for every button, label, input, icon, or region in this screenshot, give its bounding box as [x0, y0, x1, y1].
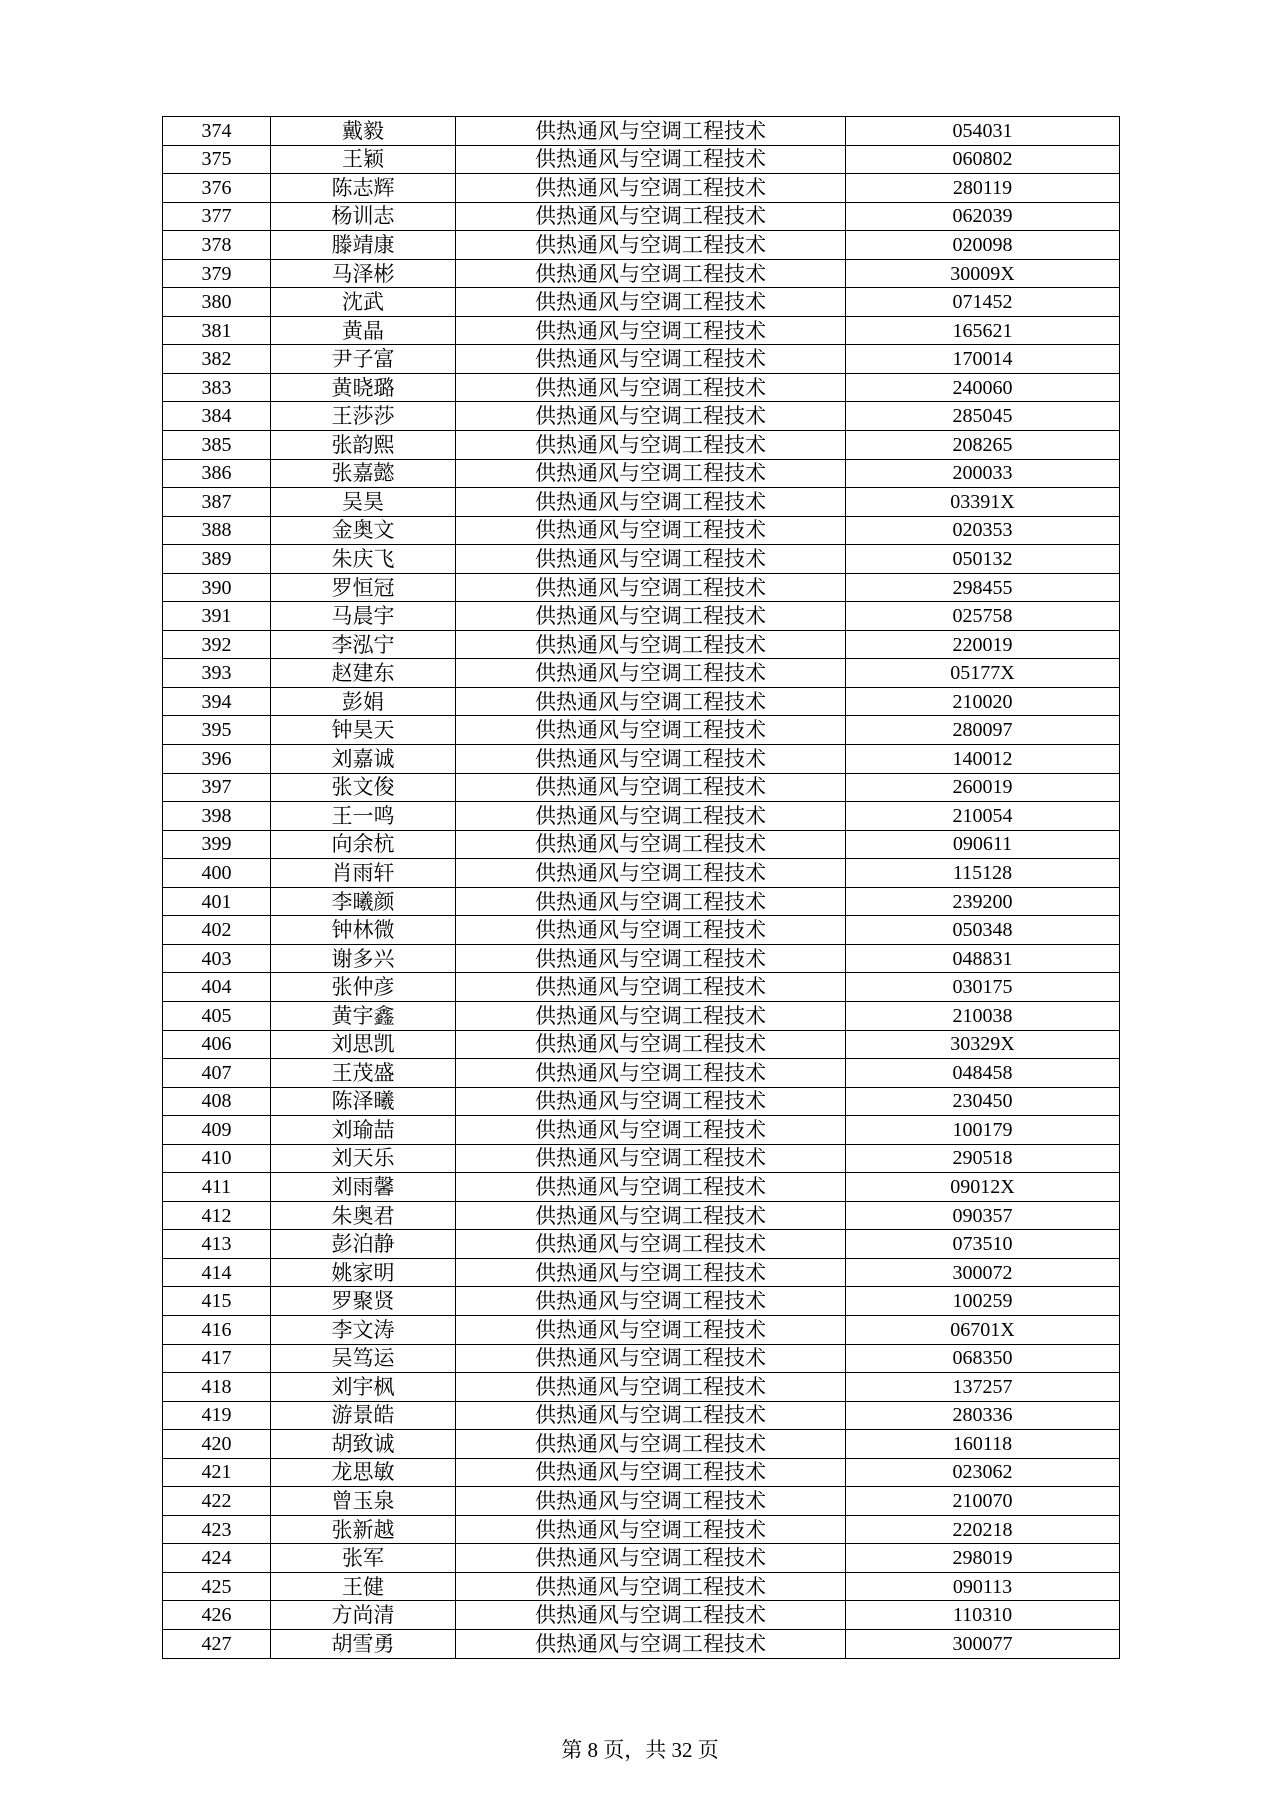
student-name-cell: 钟林微 — [271, 916, 456, 945]
major-cell: 供热通风与空调工程技术 — [456, 1515, 846, 1544]
major-cell: 供热通风与空调工程技术 — [456, 1173, 846, 1202]
id-suffix-cell: 090611 — [846, 830, 1120, 859]
id-suffix-cell: 071452 — [846, 288, 1120, 317]
major-cell: 供热通风与空调工程技术 — [456, 630, 846, 659]
id-suffix-cell: 240060 — [846, 373, 1120, 402]
id-suffix-cell: 110310 — [846, 1601, 1120, 1630]
student-name-cell: 王一鸣 — [271, 802, 456, 831]
table-row — [163, 288, 1120, 317]
student-name-cell: 吴笃运 — [271, 1344, 456, 1373]
table-row — [163, 802, 1120, 831]
table-row — [163, 117, 1120, 146]
row-number-cell: 386 — [163, 459, 271, 488]
id-suffix-cell: 100259 — [846, 1287, 1120, 1316]
table-row — [163, 345, 1120, 374]
student-name-cell: 罗恒冠 — [271, 573, 456, 602]
student-name-cell: 肖雨轩 — [271, 859, 456, 888]
table-row — [163, 516, 1120, 545]
major-cell: 供热通风与空调工程技术 — [456, 1601, 846, 1630]
major-cell: 供热通风与空调工程技术 — [456, 745, 846, 774]
id-suffix-cell: 020353 — [846, 516, 1120, 545]
id-suffix-cell: 239200 — [846, 887, 1120, 916]
id-suffix-cell: 260019 — [846, 773, 1120, 802]
student-list-table — [162, 116, 1120, 1659]
row-number-cell: 423 — [163, 1515, 271, 1544]
student-name-cell: 李文涛 — [271, 1315, 456, 1344]
row-number-cell: 383 — [163, 373, 271, 402]
row-number-cell: 382 — [163, 345, 271, 374]
row-number-cell: 380 — [163, 288, 271, 317]
student-name-cell: 刘嘉诚 — [271, 745, 456, 774]
table-row — [163, 973, 1120, 1002]
major-cell: 供热通风与空调工程技术 — [456, 1401, 846, 1430]
id-suffix-cell: 060802 — [846, 145, 1120, 174]
table-row — [163, 1430, 1120, 1459]
table-row — [163, 1515, 1120, 1544]
table-row — [163, 716, 1120, 745]
major-cell: 供热通风与空调工程技术 — [456, 1544, 846, 1573]
major-cell: 供热通风与空调工程技术 — [456, 1629, 846, 1658]
row-number-cell: 405 — [163, 1001, 271, 1030]
id-suffix-cell: 298019 — [846, 1544, 1120, 1573]
id-suffix-cell: 020098 — [846, 231, 1120, 260]
major-cell: 供热通风与空调工程技术 — [456, 1201, 846, 1230]
table-row — [163, 1487, 1120, 1516]
student-name-cell: 张韵熙 — [271, 431, 456, 460]
student-name-cell: 王莎莎 — [271, 402, 456, 431]
major-cell: 供热通风与空调工程技术 — [456, 716, 846, 745]
row-number-cell: 374 — [163, 117, 271, 146]
row-number-cell: 416 — [163, 1315, 271, 1344]
table-row — [163, 1458, 1120, 1487]
major-cell: 供热通风与空调工程技术 — [456, 573, 846, 602]
major-cell: 供热通风与空调工程技术 — [456, 1315, 846, 1344]
row-number-cell: 411 — [163, 1173, 271, 1202]
table-row — [163, 1344, 1120, 1373]
major-cell: 供热通风与空调工程技术 — [456, 859, 846, 888]
id-suffix-cell: 073510 — [846, 1230, 1120, 1259]
student-name-cell: 张军 — [271, 1544, 456, 1573]
id-suffix-cell: 210020 — [846, 687, 1120, 716]
major-cell: 供热通风与空调工程技术 — [456, 887, 846, 916]
table-row — [163, 602, 1120, 631]
id-suffix-cell: 050132 — [846, 545, 1120, 574]
student-name-cell: 刘思凯 — [271, 1030, 456, 1059]
id-suffix-cell: 280097 — [846, 716, 1120, 745]
table-row — [163, 145, 1120, 174]
student-name-cell: 刘雨馨 — [271, 1173, 456, 1202]
id-suffix-cell: 200033 — [846, 459, 1120, 488]
id-suffix-cell: 300077 — [846, 1629, 1120, 1658]
major-cell: 供热通风与空调工程技术 — [456, 602, 846, 631]
row-number-cell: 410 — [163, 1144, 271, 1173]
major-cell: 供热通风与空调工程技术 — [456, 1258, 846, 1287]
row-number-cell: 397 — [163, 773, 271, 802]
id-suffix-cell: 285045 — [846, 402, 1120, 431]
id-suffix-cell: 208265 — [846, 431, 1120, 460]
row-number-cell: 388 — [163, 516, 271, 545]
id-suffix-cell: 137257 — [846, 1373, 1120, 1402]
id-suffix-cell: 054031 — [846, 117, 1120, 146]
id-suffix-cell: 280119 — [846, 174, 1120, 203]
major-cell: 供热通风与空调工程技术 — [456, 431, 846, 460]
major-cell: 供热通风与空调工程技术 — [456, 773, 846, 802]
student-name-cell: 马泽彬 — [271, 259, 456, 288]
table-row — [163, 402, 1120, 431]
table-row — [163, 202, 1120, 231]
student-name-cell: 陈泽曦 — [271, 1087, 456, 1116]
row-number-cell: 385 — [163, 431, 271, 460]
row-number-cell: 387 — [163, 488, 271, 517]
row-number-cell: 404 — [163, 973, 271, 1002]
table-row — [163, 174, 1120, 203]
table-row — [163, 373, 1120, 402]
row-number-cell: 417 — [163, 1344, 271, 1373]
major-cell: 供热通风与空调工程技术 — [456, 1116, 846, 1145]
id-suffix-cell: 230450 — [846, 1087, 1120, 1116]
id-suffix-cell: 023062 — [846, 1458, 1120, 1487]
student-name-cell: 陈志辉 — [271, 174, 456, 203]
table-row — [163, 687, 1120, 716]
student-name-cell: 黄宇鑫 — [271, 1001, 456, 1030]
student-name-cell: 赵建东 — [271, 659, 456, 688]
table-row — [163, 1059, 1120, 1088]
row-number-cell: 419 — [163, 1401, 271, 1430]
student-name-cell: 李泓宁 — [271, 630, 456, 659]
table-row — [163, 1087, 1120, 1116]
row-number-cell: 409 — [163, 1116, 271, 1145]
row-number-cell: 379 — [163, 259, 271, 288]
major-cell: 供热通风与空调工程技术 — [456, 1001, 846, 1030]
table-row — [163, 231, 1120, 260]
row-number-cell: 395 — [163, 716, 271, 745]
table-row — [163, 630, 1120, 659]
student-name-cell: 刘宇枫 — [271, 1373, 456, 1402]
table-row — [163, 916, 1120, 945]
table-row — [163, 1315, 1120, 1344]
row-number-cell: 377 — [163, 202, 271, 231]
table-row — [163, 1030, 1120, 1059]
major-cell: 供热通风与空调工程技术 — [456, 545, 846, 574]
table-row — [163, 1401, 1120, 1430]
student-name-cell: 张新越 — [271, 1515, 456, 1544]
row-number-cell: 413 — [163, 1230, 271, 1259]
row-number-cell: 427 — [163, 1629, 271, 1658]
student-name-cell: 游景皓 — [271, 1401, 456, 1430]
student-name-cell: 马晨宇 — [271, 602, 456, 631]
student-name-cell: 沈武 — [271, 288, 456, 317]
student-name-cell: 黄晶 — [271, 316, 456, 345]
row-number-cell: 381 — [163, 316, 271, 345]
table-row — [163, 887, 1120, 916]
table-row — [163, 1144, 1120, 1173]
id-suffix-cell: 160118 — [846, 1430, 1120, 1459]
table-row — [163, 1116, 1120, 1145]
student-name-cell: 王颖 — [271, 145, 456, 174]
table-row — [163, 316, 1120, 345]
row-number-cell: 415 — [163, 1287, 271, 1316]
row-number-cell: 391 — [163, 602, 271, 631]
id-suffix-cell: 025758 — [846, 602, 1120, 631]
id-suffix-cell: 210054 — [846, 802, 1120, 831]
id-suffix-cell: 090357 — [846, 1201, 1120, 1230]
student-name-cell: 龙思敏 — [271, 1458, 456, 1487]
table-row — [163, 1001, 1120, 1030]
id-suffix-cell: 030175 — [846, 973, 1120, 1002]
table-row — [163, 573, 1120, 602]
student-name-cell: 胡雪勇 — [271, 1629, 456, 1658]
student-name-cell: 胡致诚 — [271, 1430, 456, 1459]
student-name-cell: 朱奥君 — [271, 1201, 456, 1230]
student-name-cell: 王健 — [271, 1572, 456, 1601]
id-suffix-cell: 30329X — [846, 1030, 1120, 1059]
student-name-cell: 朱庆飞 — [271, 545, 456, 574]
major-cell: 供热通风与空调工程技术 — [456, 459, 846, 488]
student-name-cell: 李曦颜 — [271, 887, 456, 916]
table-row — [163, 431, 1120, 460]
table-row — [163, 1373, 1120, 1402]
major-cell: 供热通风与空调工程技术 — [456, 288, 846, 317]
major-cell: 供热通风与空调工程技术 — [456, 1230, 846, 1259]
major-cell: 供热通风与空调工程技术 — [456, 1059, 846, 1088]
table-row — [163, 1544, 1120, 1573]
id-suffix-cell: 048458 — [846, 1059, 1120, 1088]
id-suffix-cell: 115128 — [846, 859, 1120, 888]
table-row — [163, 944, 1120, 973]
row-number-cell: 420 — [163, 1430, 271, 1459]
major-cell: 供热通风与空调工程技术 — [456, 231, 846, 260]
table-row — [163, 1258, 1120, 1287]
table-row — [163, 1601, 1120, 1630]
student-name-cell: 姚家明 — [271, 1258, 456, 1287]
id-suffix-cell: 050348 — [846, 916, 1120, 945]
student-name-cell: 彭娟 — [271, 687, 456, 716]
row-number-cell: 406 — [163, 1030, 271, 1059]
row-number-cell: 426 — [163, 1601, 271, 1630]
row-number-cell: 412 — [163, 1201, 271, 1230]
major-cell: 供热通风与空调工程技术 — [456, 1287, 846, 1316]
student-name-cell: 滕靖康 — [271, 231, 456, 260]
major-cell: 供热通风与空调工程技术 — [456, 174, 846, 203]
student-name-cell: 张嘉懿 — [271, 459, 456, 488]
table-row — [163, 545, 1120, 574]
student-name-cell: 吴昊 — [271, 488, 456, 517]
major-cell: 供热通风与空调工程技术 — [456, 944, 846, 973]
id-suffix-cell: 068350 — [846, 1344, 1120, 1373]
row-number-cell: 394 — [163, 687, 271, 716]
major-cell: 供热通风与空调工程技术 — [456, 345, 846, 374]
row-number-cell: 421 — [163, 1458, 271, 1487]
major-cell: 供热通风与空调工程技术 — [456, 916, 846, 945]
table-row — [163, 259, 1120, 288]
major-cell: 供热通风与空调工程技术 — [456, 1430, 846, 1459]
major-cell: 供热通风与空调工程技术 — [456, 488, 846, 517]
row-number-cell: 402 — [163, 916, 271, 945]
id-suffix-cell: 220218 — [846, 1515, 1120, 1544]
student-name-cell: 张仲彦 — [271, 973, 456, 1002]
major-cell: 供热通风与空调工程技术 — [456, 316, 846, 345]
table-row — [163, 745, 1120, 774]
row-number-cell: 398 — [163, 802, 271, 831]
row-number-cell: 414 — [163, 1258, 271, 1287]
table-row — [163, 488, 1120, 517]
major-cell: 供热通风与空调工程技术 — [456, 373, 846, 402]
major-cell: 供热通风与空调工程技术 — [456, 402, 846, 431]
table-row — [163, 1201, 1120, 1230]
id-suffix-cell: 090113 — [846, 1572, 1120, 1601]
id-suffix-cell: 100179 — [846, 1116, 1120, 1145]
id-suffix-cell: 300072 — [846, 1258, 1120, 1287]
row-number-cell: 403 — [163, 944, 271, 973]
row-number-cell: 408 — [163, 1087, 271, 1116]
major-cell: 供热通风与空调工程技术 — [456, 1487, 846, 1516]
major-cell: 供热通风与空调工程技术 — [456, 659, 846, 688]
major-cell: 供热通风与空调工程技术 — [456, 1030, 846, 1059]
row-number-cell: 401 — [163, 887, 271, 916]
id-suffix-cell: 09012X — [846, 1173, 1120, 1202]
table-row — [163, 1173, 1120, 1202]
major-cell: 供热通风与空调工程技术 — [456, 1087, 846, 1116]
id-suffix-cell: 048831 — [846, 944, 1120, 973]
table-row — [163, 1287, 1120, 1316]
row-number-cell: 418 — [163, 1373, 271, 1402]
major-cell: 供热通风与空调工程技术 — [456, 145, 846, 174]
table-row — [163, 1629, 1120, 1658]
student-name-cell: 黄晓璐 — [271, 373, 456, 402]
student-name-cell: 王茂盛 — [271, 1059, 456, 1088]
row-number-cell: 396 — [163, 745, 271, 774]
id-suffix-cell: 170014 — [846, 345, 1120, 374]
table-body — [163, 117, 1120, 1659]
id-suffix-cell: 30009X — [846, 259, 1120, 288]
row-number-cell: 424 — [163, 1544, 271, 1573]
major-cell: 供热通风与空调工程技术 — [456, 687, 846, 716]
row-number-cell: 425 — [163, 1572, 271, 1601]
table-row — [163, 659, 1120, 688]
table-row — [163, 830, 1120, 859]
row-number-cell: 407 — [163, 1059, 271, 1088]
major-cell: 供热通风与空调工程技术 — [456, 117, 846, 146]
id-suffix-cell: 140012 — [846, 745, 1120, 774]
student-name-cell: 刘天乐 — [271, 1144, 456, 1173]
row-number-cell: 393 — [163, 659, 271, 688]
row-number-cell: 389 — [163, 545, 271, 574]
student-name-cell: 金奥文 — [271, 516, 456, 545]
major-cell: 供热通风与空调工程技术 — [456, 259, 846, 288]
row-number-cell: 399 — [163, 830, 271, 859]
student-name-cell: 曾玉泉 — [271, 1487, 456, 1516]
table-row — [163, 859, 1120, 888]
id-suffix-cell: 062039 — [846, 202, 1120, 231]
major-cell: 供热通风与空调工程技术 — [456, 802, 846, 831]
student-name-cell: 尹子富 — [271, 345, 456, 374]
id-suffix-cell: 05177X — [846, 659, 1120, 688]
id-suffix-cell: 165621 — [846, 316, 1120, 345]
student-name-cell: 罗聚贤 — [271, 1287, 456, 1316]
major-cell: 供热通风与空调工程技术 — [456, 830, 846, 859]
student-name-cell: 刘瑜喆 — [271, 1116, 456, 1145]
id-suffix-cell: 298455 — [846, 573, 1120, 602]
id-suffix-cell: 06701X — [846, 1315, 1120, 1344]
student-name-cell: 杨训志 — [271, 202, 456, 231]
row-number-cell: 422 — [163, 1487, 271, 1516]
row-number-cell: 392 — [163, 630, 271, 659]
row-number-cell: 375 — [163, 145, 271, 174]
major-cell: 供热通风与空调工程技术 — [456, 202, 846, 231]
major-cell: 供热通风与空调工程技术 — [456, 1572, 846, 1601]
id-suffix-cell: 220019 — [846, 630, 1120, 659]
row-number-cell: 376 — [163, 174, 271, 203]
id-suffix-cell: 280336 — [846, 1401, 1120, 1430]
major-cell: 供热通风与空调工程技术 — [456, 1458, 846, 1487]
id-suffix-cell: 210070 — [846, 1487, 1120, 1516]
major-cell: 供热通风与空调工程技术 — [456, 1144, 846, 1173]
page-number-footer: 第 8 页，共 32 页 — [561, 1738, 719, 1762]
major-cell: 供热通风与空调工程技术 — [456, 973, 846, 1002]
table-row — [163, 459, 1120, 488]
major-cell: 供热通风与空调工程技术 — [456, 516, 846, 545]
row-number-cell: 390 — [163, 573, 271, 602]
student-name-cell: 戴毅 — [271, 117, 456, 146]
student-name-cell: 谢多兴 — [271, 944, 456, 973]
row-number-cell: 384 — [163, 402, 271, 431]
table-row — [163, 773, 1120, 802]
row-number-cell: 400 — [163, 859, 271, 888]
table-row — [163, 1230, 1120, 1259]
student-name-cell: 向余杭 — [271, 830, 456, 859]
student-name-cell: 方尚清 — [271, 1601, 456, 1630]
major-cell: 供热通风与空调工程技术 — [456, 1344, 846, 1373]
id-suffix-cell: 210038 — [846, 1001, 1120, 1030]
student-name-cell: 钟昊天 — [271, 716, 456, 745]
student-name-cell: 彭泊静 — [271, 1230, 456, 1259]
id-suffix-cell: 290518 — [846, 1144, 1120, 1173]
student-name-cell: 张文俊 — [271, 773, 456, 802]
row-number-cell: 378 — [163, 231, 271, 260]
major-cell: 供热通风与空调工程技术 — [456, 1373, 846, 1402]
table-row — [163, 1572, 1120, 1601]
id-suffix-cell: 03391X — [846, 488, 1120, 517]
